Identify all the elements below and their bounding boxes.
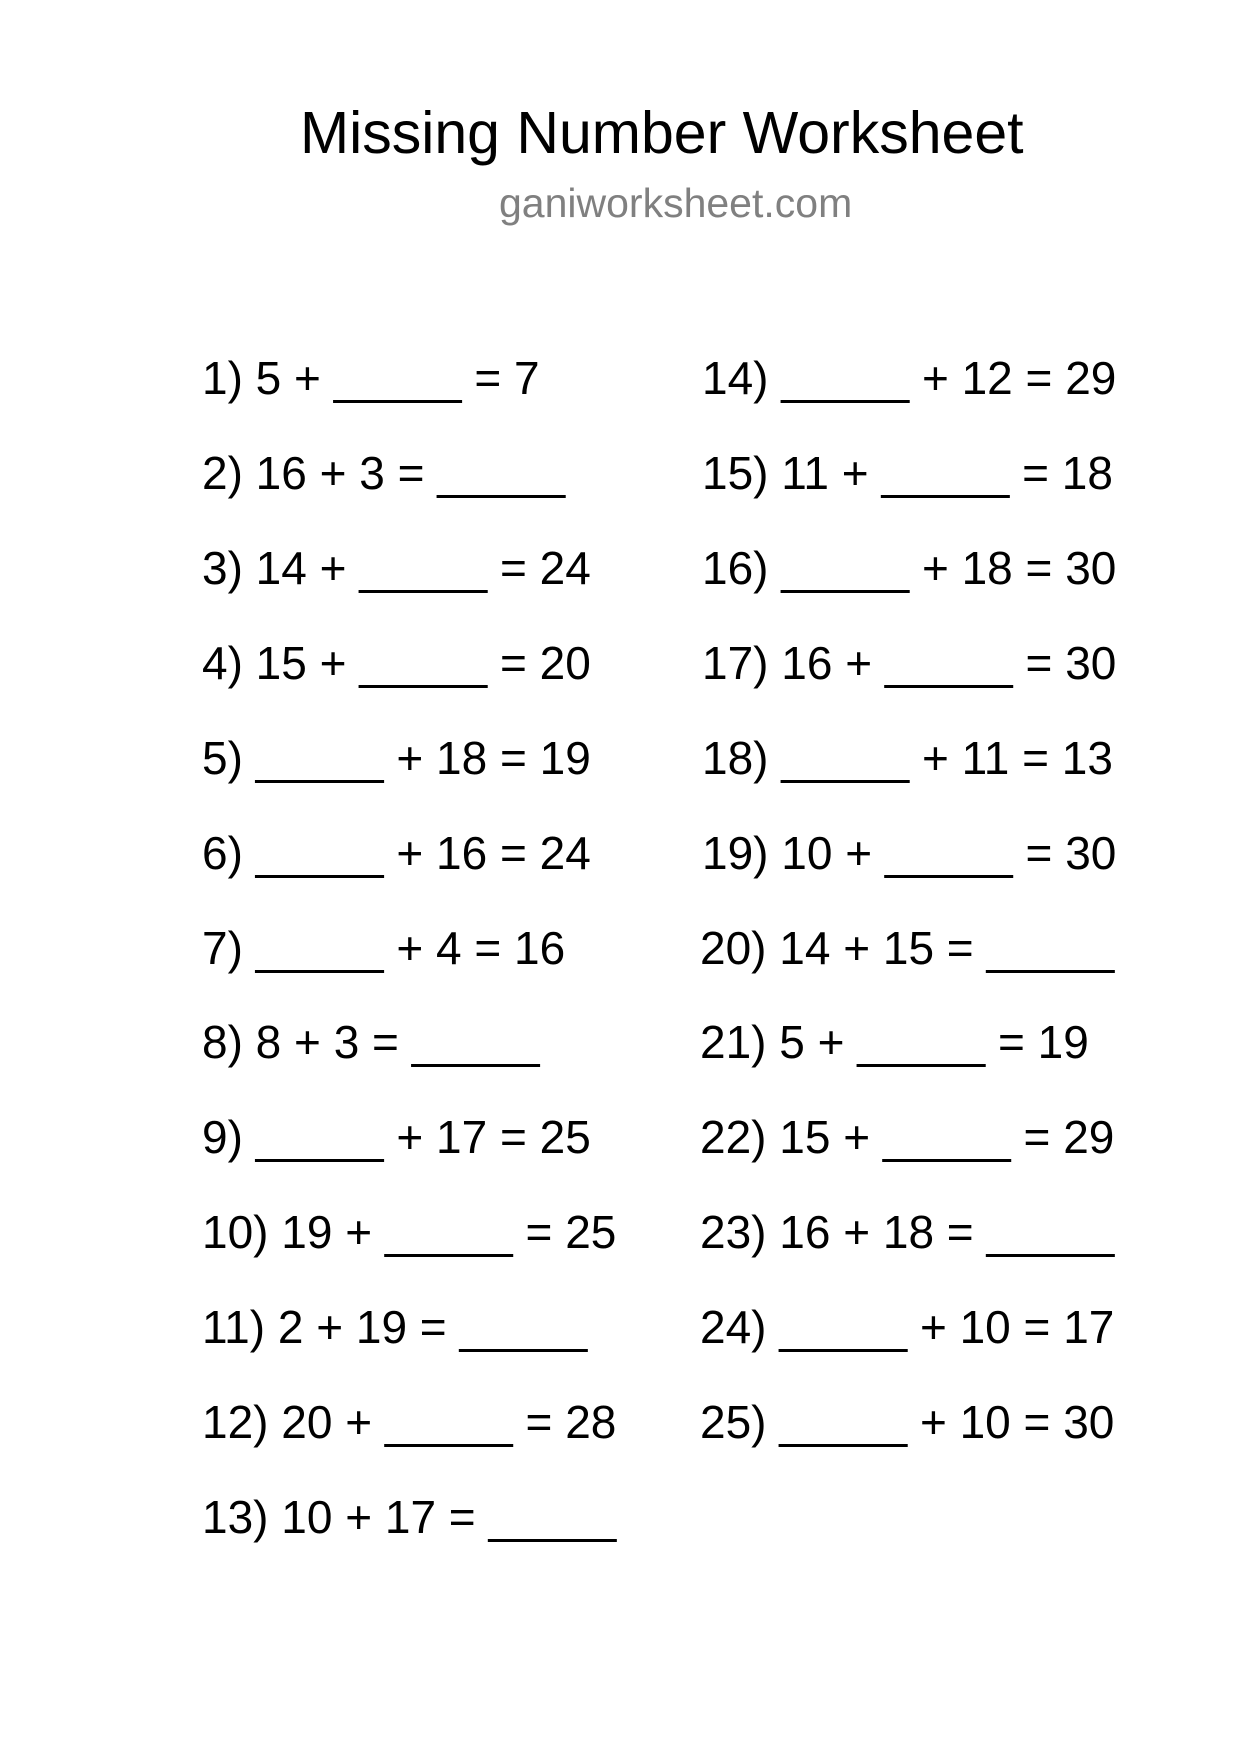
problem-19: 19) 10 + _____ = 30	[702, 827, 1117, 879]
problem-17: 17) 16 + _____ = 30	[702, 637, 1117, 689]
problem-8: 8) 8 + 3 = _____	[202, 1016, 540, 1068]
problem-7: 7) _____ + 4 = 16	[202, 922, 566, 974]
problem-3: 3) 14 + _____ = 24	[202, 542, 591, 594]
problem-20: 20) 14 + 15 = _____	[700, 922, 1115, 974]
problem-6: 6) _____ + 16 = 24	[202, 827, 591, 879]
problem-4: 4) 15 + _____ = 20	[202, 637, 591, 689]
problem-23: 23) 16 + 18 = _____	[700, 1206, 1115, 1258]
problem-1: 1) 5 + _____ = 7	[202, 352, 540, 404]
problem-12: 12) 20 + _____ = 28	[202, 1396, 617, 1448]
problem-16: 16) _____ + 18 = 30	[702, 542, 1117, 594]
problem-9: 9) _____ + 17 = 25	[202, 1111, 591, 1163]
problem-15: 15) 11 + _____ = 18	[702, 447, 1113, 499]
problem-10: 10) 19 + _____ = 25	[202, 1206, 617, 1258]
problem-14: 14) _____ + 12 = 29	[702, 352, 1117, 404]
problem-25: 25) _____ + 10 = 30	[700, 1396, 1115, 1448]
problem-24: 24) _____ + 10 = 17	[700, 1301, 1115, 1353]
problem-2: 2) 16 + 3 = _____	[202, 447, 566, 499]
problem-22: 22) 15 + _____ = 29	[700, 1111, 1115, 1163]
problem-18: 18) _____ + 11 = 13	[702, 732, 1113, 784]
problem-11: 11) 2 + 19 = _____	[202, 1301, 588, 1353]
problem-13: 13) 10 + 17 = _____	[202, 1491, 617, 1543]
problem-21: 21) 5 + _____ = 19	[700, 1016, 1089, 1068]
page-title: Missing Number Worksheet	[300, 100, 1024, 166]
problem-5: 5) _____ + 18 = 19	[202, 732, 591, 784]
site-subtitle: ganiworksheet.com	[499, 180, 853, 226]
